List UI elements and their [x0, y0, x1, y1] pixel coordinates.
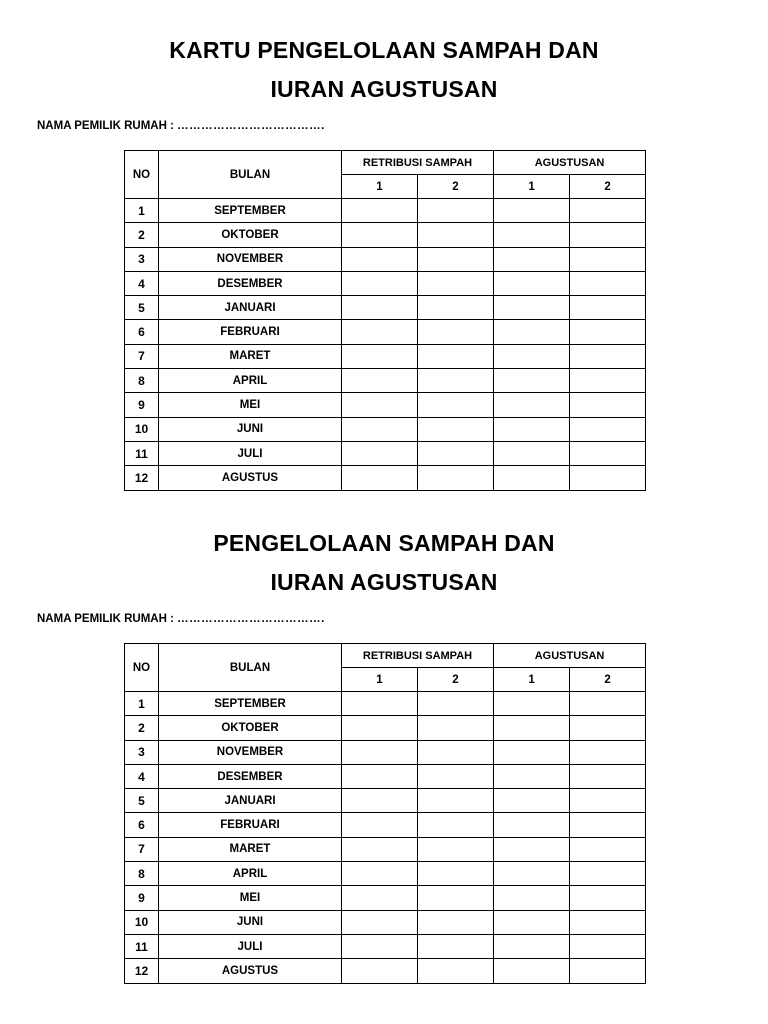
row-number: 12: [125, 466, 159, 490]
row-month: FEBRUARI: [159, 320, 342, 344]
retribusi-2-cell: [418, 789, 494, 813]
row-month: NOVEMBER: [159, 247, 342, 271]
agustusan-1-cell: [494, 740, 570, 764]
table-row: [125, 247, 646, 271]
retribusi-1-cell: [342, 740, 418, 764]
row-number: 1: [125, 692, 159, 716]
card-title-line-2: IURAN AGUSTUSAN: [270, 76, 498, 102]
header-agustusan-1: 1: [494, 668, 570, 692]
retribusi-1-cell: [342, 837, 418, 861]
agustusan-1-cell: [494, 789, 570, 813]
table-row: [125, 393, 646, 417]
agustusan-1-cell: [494, 199, 570, 223]
agustusan-2-cell: [570, 716, 646, 740]
agustusan-2-cell: [570, 466, 646, 490]
agustusan-2-cell: [570, 692, 646, 716]
agustusan-2-cell: [570, 789, 646, 813]
retribusi-1-cell: [342, 959, 418, 983]
owner-name-label: NAMA PEMILIK RUMAH :: [37, 613, 174, 625]
table-row: [125, 271, 646, 295]
row-number: 2: [125, 716, 159, 740]
row-month: MEI: [159, 886, 342, 910]
retribusi-2-cell: [418, 813, 494, 837]
owner-name-blank: ……………………………….: [177, 613, 325, 625]
row-number: 8: [125, 369, 159, 393]
agustusan-2-cell: [570, 344, 646, 368]
payment-table: [124, 150, 646, 491]
table-body: [125, 692, 646, 984]
table-row: [125, 910, 646, 934]
retribusi-2-cell: [418, 417, 494, 441]
row-month: JUNI: [159, 417, 342, 441]
agustusan-1-cell: [494, 417, 570, 441]
retribusi-2-cell: [418, 886, 494, 910]
agustusan-1-cell: [494, 271, 570, 295]
retribusi-1-cell: [342, 862, 418, 886]
table-row: [125, 837, 646, 861]
row-month: APRIL: [159, 369, 342, 393]
agustusan-2-cell: [570, 934, 646, 958]
header-no: NO: [125, 644, 159, 692]
header-retribusi-1: 1: [342, 175, 418, 199]
agustusan-2-cell: [570, 369, 646, 393]
agustusan-1-cell: [494, 320, 570, 344]
owner-name-blank: ……………………………….: [177, 120, 325, 132]
agustusan-1-cell: [494, 393, 570, 417]
agustusan-2-cell: [570, 223, 646, 247]
retribusi-2-cell: [418, 247, 494, 271]
table-row: [125, 320, 646, 344]
row-month: JANUARI: [159, 789, 342, 813]
agustusan-2-cell: [570, 862, 646, 886]
row-month: OKTOBER: [159, 223, 342, 247]
agustusan-2-cell: [570, 764, 646, 788]
retribusi-1-cell: [342, 441, 418, 465]
table-row: [125, 740, 646, 764]
retribusi-1-cell: [342, 692, 418, 716]
table-row: [125, 886, 646, 910]
row-month: AGUSTUS: [159, 959, 342, 983]
retribusi-1-cell: [342, 320, 418, 344]
retribusi-1-cell: [342, 296, 418, 320]
agustusan-1-cell: [494, 813, 570, 837]
retribusi-2-cell: [418, 320, 494, 344]
retribusi-2-cell: [418, 837, 494, 861]
agustusan-1-cell: [494, 764, 570, 788]
row-month: JUNI: [159, 910, 342, 934]
row-number: 9: [125, 886, 159, 910]
agustusan-1-cell: [494, 910, 570, 934]
row-number: 11: [125, 441, 159, 465]
agustusan-2-cell: [570, 740, 646, 764]
agustusan-2-cell: [570, 393, 646, 417]
table-body: [125, 199, 646, 491]
retribusi-2-cell: [418, 910, 494, 934]
agustusan-1-cell: [494, 296, 570, 320]
agustusan-2-cell: [570, 910, 646, 934]
row-number: 8: [125, 862, 159, 886]
retribusi-1-cell: [342, 247, 418, 271]
card-title-line-1: PENGELOLAAN SAMPAH DAN: [213, 530, 555, 556]
table-row: [125, 223, 646, 247]
retribusi-2-cell: [418, 862, 494, 886]
row-number: 6: [125, 813, 159, 837]
agustusan-2-cell: [570, 886, 646, 910]
agustusan-2-cell: [570, 296, 646, 320]
payment-table: [124, 643, 646, 984]
row-number: 7: [125, 344, 159, 368]
row-month: MARET: [159, 344, 342, 368]
retribusi-1-cell: [342, 934, 418, 958]
header-agustusan: AGUSTUSAN: [494, 644, 646, 668]
retribusi-1-cell: [342, 716, 418, 740]
agustusan-1-cell: [494, 441, 570, 465]
row-month: FEBRUARI: [159, 813, 342, 837]
retribusi-1-cell: [342, 393, 418, 417]
retribusi-1-cell: [342, 886, 418, 910]
agustusan-2-cell: [570, 417, 646, 441]
header-retribusi-1: 1: [342, 668, 418, 692]
row-month: SEPTEMBER: [159, 692, 342, 716]
row-month: NOVEMBER: [159, 740, 342, 764]
retribusi-2-cell: [418, 740, 494, 764]
row-number: 10: [125, 417, 159, 441]
row-month: JULI: [159, 441, 342, 465]
table-row: [125, 466, 646, 490]
table-row: [125, 764, 646, 788]
retribusi-2-cell: [418, 764, 494, 788]
row-month: APRIL: [159, 862, 342, 886]
retribusi-1-cell: [342, 369, 418, 393]
row-number: 3: [125, 740, 159, 764]
row-number: 6: [125, 320, 159, 344]
agustusan-2-cell: [570, 320, 646, 344]
table-row: [125, 417, 646, 441]
row-month: DESEMBER: [159, 271, 342, 295]
agustusan-1-cell: [494, 959, 570, 983]
agustusan-1-cell: [494, 223, 570, 247]
retribusi-2-cell: [418, 393, 494, 417]
retribusi-2-cell: [418, 369, 494, 393]
header-no: NO: [125, 151, 159, 199]
owner-name-label: NAMA PEMILIK RUMAH :: [37, 120, 174, 132]
table-row: [125, 199, 646, 223]
agustusan-2-cell: [570, 837, 646, 861]
retribusi-1-cell: [342, 417, 418, 441]
header-agustusan: AGUSTUSAN: [494, 151, 646, 175]
retribusi-2-cell: [418, 199, 494, 223]
retribusi-1-cell: [342, 223, 418, 247]
retribusi-2-cell: [418, 716, 494, 740]
retribusi-1-cell: [342, 199, 418, 223]
row-number: 4: [125, 271, 159, 295]
header-retribusi-sampah: RETRIBUSI SAMPAH: [342, 151, 494, 175]
agustusan-1-cell: [494, 862, 570, 886]
row-month: SEPTEMBER: [159, 199, 342, 223]
card-title-line-1: KARTU PENGELOLAAN SAMPAH DAN: [169, 37, 599, 63]
table-row: [125, 959, 646, 983]
agustusan-2-cell: [570, 247, 646, 271]
retribusi-2-cell: [418, 441, 494, 465]
table-row: [125, 716, 646, 740]
row-number: 10: [125, 910, 159, 934]
table-row: [125, 296, 646, 320]
retribusi-2-cell: [418, 934, 494, 958]
row-number: 12: [125, 959, 159, 983]
table-row: [125, 934, 646, 958]
agustusan-1-cell: [494, 466, 570, 490]
header-agustusan-1: 1: [494, 175, 570, 199]
retribusi-1-cell: [342, 271, 418, 295]
agustusan-2-cell: [570, 813, 646, 837]
header-bulan: BULAN: [159, 151, 342, 199]
row-month: JANUARI: [159, 296, 342, 320]
agustusan-1-cell: [494, 344, 570, 368]
agustusan-1-cell: [494, 716, 570, 740]
agustusan-1-cell: [494, 886, 570, 910]
retribusi-1-cell: [342, 789, 418, 813]
agustusan-2-cell: [570, 271, 646, 295]
agustusan-2-cell: [570, 959, 646, 983]
header-retribusi-2: 2: [418, 175, 494, 199]
row-month: DESEMBER: [159, 764, 342, 788]
header-retribusi-sampah: RETRIBUSI SAMPAH: [342, 644, 494, 668]
card-title-line-2: IURAN AGUSTUSAN: [270, 569, 498, 595]
table-row: [125, 789, 646, 813]
agustusan-2-cell: [570, 441, 646, 465]
row-number: 11: [125, 934, 159, 958]
table-row: [125, 813, 646, 837]
row-number: 2: [125, 223, 159, 247]
table-row: [125, 344, 646, 368]
owner-name-line: [37, 611, 325, 627]
table-row: [125, 369, 646, 393]
row-number: 1: [125, 199, 159, 223]
agustusan-1-cell: [494, 692, 570, 716]
retribusi-1-cell: [342, 910, 418, 934]
retribusi-2-cell: [418, 223, 494, 247]
retribusi-2-cell: [418, 959, 494, 983]
retribusi-1-cell: [342, 813, 418, 837]
table-row: [125, 862, 646, 886]
agustusan-1-cell: [494, 247, 570, 271]
header-agustusan-2: 2: [570, 175, 646, 199]
row-number: 5: [125, 296, 159, 320]
retribusi-2-cell: [418, 692, 494, 716]
row-month: JULI: [159, 934, 342, 958]
agustusan-1-cell: [494, 934, 570, 958]
agustusan-1-cell: [494, 369, 570, 393]
row-number: 5: [125, 789, 159, 813]
agustusan-2-cell: [570, 199, 646, 223]
retribusi-2-cell: [418, 296, 494, 320]
row-month: OKTOBER: [159, 716, 342, 740]
retribusi-1-cell: [342, 466, 418, 490]
agustusan-1-cell: [494, 837, 570, 861]
row-number: 4: [125, 764, 159, 788]
row-number: 7: [125, 837, 159, 861]
header-retribusi-2: 2: [418, 668, 494, 692]
header-agustusan-2: 2: [570, 668, 646, 692]
owner-name-line: [37, 118, 325, 134]
row-number: 9: [125, 393, 159, 417]
header-bulan: BULAN: [159, 644, 342, 692]
retribusi-1-cell: [342, 344, 418, 368]
retribusi-2-cell: [418, 271, 494, 295]
retribusi-1-cell: [342, 764, 418, 788]
row-month: MARET: [159, 837, 342, 861]
row-number: 3: [125, 247, 159, 271]
retribusi-2-cell: [418, 466, 494, 490]
row-month: AGUSTUS: [159, 466, 342, 490]
table-row: [125, 692, 646, 716]
retribusi-2-cell: [418, 344, 494, 368]
row-month: MEI: [159, 393, 342, 417]
table-row: [125, 441, 646, 465]
